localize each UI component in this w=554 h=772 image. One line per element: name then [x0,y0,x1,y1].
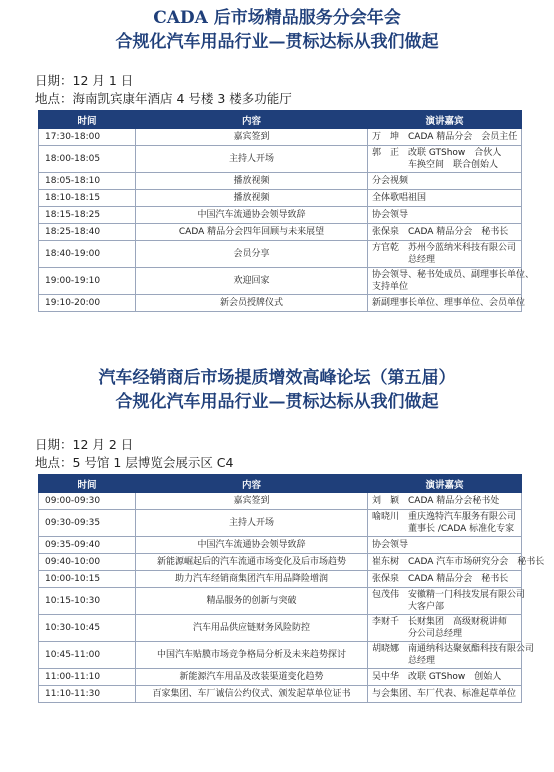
row-content: 新会员授牌仪式 [136,295,368,312]
row-content: 百家集团、车厂诚信公约仪式、颁发起草单位证书 [136,686,368,703]
speaker-line: 车换空间 联合创始人 [372,160,499,170]
header-speaker: 演讲嘉宾 [368,111,522,129]
speaker-line: 方官乾 苏州今蓝纳米科技有限公司 [372,243,517,253]
row-time: 10:15-10:30 [39,588,136,615]
row-speaker [368,615,522,642]
row-speaker [368,571,522,588]
table-header-row [39,111,522,129]
row-content: 主持人开场 [136,510,368,537]
speaker-line: 支持单位 [372,282,409,292]
row-content: 主持人开场 [136,146,368,173]
row-content: 会员分享 [136,241,368,268]
row-content: 新能源崛起后的汽车流通市场变化及后市场趋势 [136,554,368,571]
speaker-line: 协会领导 [372,210,409,220]
row-time: 09:35-09:40 [39,537,136,554]
table-row [39,493,522,510]
speaker-line: 万 坤 CADA 精品分会 会员主任 [372,132,518,142]
row-time: 10:45-11:00 [39,642,136,669]
table-row [39,615,522,642]
header-time: 时间 [39,475,136,493]
speaker-line: 分公司总经理 [372,629,463,639]
row-speaker [368,588,526,615]
row-content: 中国汽车流通协会领导致辞 [136,207,368,224]
table-row [39,146,522,173]
row-content: 嘉宾签到 [136,493,368,510]
header-content: 内容 [136,475,368,493]
row-time: 18:15-18:25 [39,207,136,224]
table-row [39,129,522,146]
row-speaker [368,224,522,241]
speaker-line: 郭 正 改联 GTShow 合伙人 [372,148,502,158]
table-row [39,190,522,207]
row-content: 汽车用品供应链财务风险防控 [136,615,368,642]
speaker-line: 喻晓川 重庆逸特汽车服务有限公司 [372,512,517,522]
row-content: 嘉宾签到 [136,129,368,146]
row-content: CADA 精品分会四年回顾与未来展望 [136,224,368,241]
speaker-line: 崔东树 CADA 汽车市场研究分会 秘书长 [372,557,545,567]
row-content: 中国汽车流通协会领导致辞 [136,537,368,554]
table-row [39,268,522,295]
header-speaker: 演讲嘉宾 [368,475,522,493]
speaker-line: 吴中华 改联 GTShow 创始人 [372,672,502,682]
row-speaker [368,642,535,669]
section-1-schedule-table [38,110,535,312]
row-speaker [368,190,522,207]
row-content: 播放视频 [136,173,368,190]
row-speaker [368,129,522,146]
row-speaker [368,268,535,295]
row-speaker [368,537,522,554]
row-speaker [368,173,522,190]
section-1-date: 日期：12 月 1 日 [35,73,134,88]
table-row [39,588,522,615]
section-2-location: 地点：5 号馆 1 层博览会展示区 C4 [35,455,234,470]
section-1-location: 地点：海南凯宾康年酒店 4 号楼 3 楼多功能厅 [35,91,292,106]
table-row [39,173,522,190]
speaker-line: 胡晓娜 南通纳科达聚氨酯科技有限公司 [372,644,535,654]
row-speaker [368,146,522,173]
table-row [39,554,522,571]
section-2-schedule-table [38,474,545,703]
speaker-line: 新副理事长单位、理事单位、会员单位 [372,298,526,308]
table-header-row [39,475,522,493]
row-time: 18:05-18:10 [39,173,136,190]
row-time: 18:00-18:05 [39,146,136,173]
row-speaker [368,554,545,571]
row-content: 播放视频 [136,190,368,207]
section-2-title: 汽车经销商后市场提质增效高峰论坛（第五届） [98,368,456,388]
row-content: 精品服务的创新与突破 [136,588,368,615]
row-time: 18:10-18:15 [39,190,136,207]
row-time: 18:25-18:40 [39,224,136,241]
speaker-line: 包茂伟 安徽精一门科技发展有限公司 [372,590,526,600]
row-time: 10:30-10:45 [39,615,136,642]
row-time: 11:10-11:30 [39,686,136,703]
speaker-line: 张保泉 CADA 精品分会 秘书长 [372,227,509,237]
row-time: 10:00-10:15 [39,571,136,588]
section-2-subtitle: 合规化汽车用品行业—贯标达标从我们做起 [115,392,439,412]
table-row [39,537,522,554]
speaker-line: 协会领导 [372,540,409,550]
header-time: 时间 [39,111,136,129]
row-time: 17:30-18:00 [39,129,136,146]
speaker-line: 刘 颖 CADA 精品分会秘书处 [372,496,500,506]
row-time: 09:00-09:30 [39,493,136,510]
header-content: 内容 [136,111,368,129]
row-content: 中国汽车贴膜市场竞争格局分析及未来趋势探讨 [136,642,368,669]
section-1-title: CADA 后市场精品服务分会年会 [153,8,401,28]
row-speaker [368,510,522,537]
speaker-line: 李财千 长财集团 高级财税讲师 [372,617,508,627]
table-row [39,295,522,312]
row-content: 欢迎回家 [136,268,368,295]
table-row [39,241,522,268]
speaker-line: 分会视频 [372,176,409,186]
row-content: 新能源汽车用品及改装渠道变化趋势 [136,669,368,686]
row-content: 助力汽车经销商集团汽车用品降险增润 [136,571,368,588]
table-row [39,571,522,588]
row-speaker [368,241,522,268]
row-time: 18:40-19:00 [39,241,136,268]
row-speaker [368,686,522,703]
speaker-line: 总经理 [372,656,436,666]
row-time: 11:00-11:10 [39,669,136,686]
table-row [39,510,522,537]
row-time: 09:30-09:35 [39,510,136,537]
row-speaker [368,207,522,224]
section-2 [0,366,554,703]
row-speaker [368,669,522,686]
row-time: 09:40-10:00 [39,554,136,571]
table-row [39,642,522,669]
speaker-line: 大客户部 [372,602,445,612]
speaker-line: 张保泉 CADA 精品分会 秘书长 [372,574,509,584]
speaker-line: 协会领导、秘书处成员、副理事长单位、 [372,270,535,280]
speaker-line: 总经理 [372,255,436,265]
section-1-subtitle: 合规化汽车用品行业—贯标达标从我们做起 [115,32,439,52]
table-row [39,669,522,686]
table-row [39,686,522,703]
speaker-line: 全体歌唱祖国 [372,193,427,203]
table-row [39,224,522,241]
row-time: 19:00-19:10 [39,268,136,295]
speaker-line: 董事长 /CADA 标准化专家 [372,524,515,534]
table-row [39,207,522,224]
row-speaker [368,493,522,510]
section-2-date: 日期：12 月 2 日 [35,437,134,452]
row-speaker [368,295,526,312]
row-time: 19:10-20:00 [39,295,136,312]
section-1 [0,6,554,312]
speaker-line: 与会集团、车厂代表、标准起草单位 [372,689,517,699]
